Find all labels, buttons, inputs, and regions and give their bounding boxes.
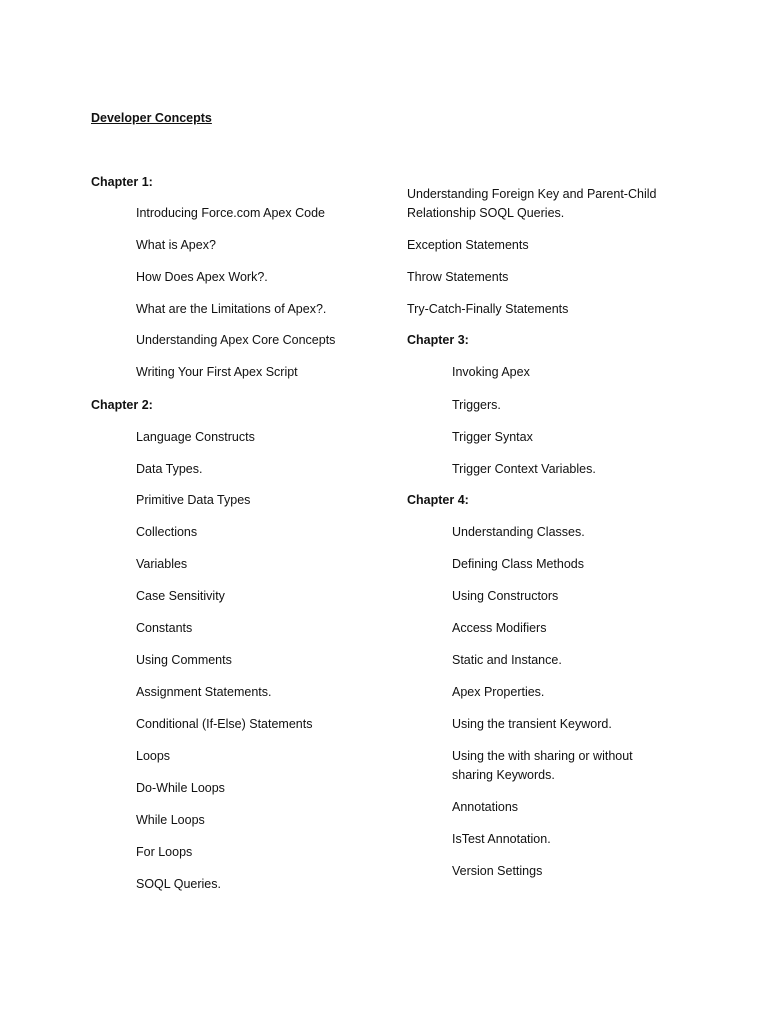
- list-item: Writing Your First Apex Script: [136, 365, 298, 379]
- chapter-2-heading: Chapter 2:: [91, 398, 153, 412]
- list-item: sharing Keywords.: [452, 768, 555, 782]
- list-item: Try-Catch-Finally Statements: [407, 302, 569, 316]
- list-item: Throw Statements: [407, 270, 509, 284]
- list-item: Variables: [136, 557, 188, 571]
- list-item: Static and Instance.: [452, 653, 562, 667]
- list-item: IsTest Annotation.: [452, 832, 551, 846]
- list-item: Introducing Force.com Apex Code: [136, 206, 325, 220]
- list-item: Exception Statements: [407, 238, 529, 252]
- list-item: Assignment Statements.: [136, 685, 272, 699]
- list-item: How Does Apex Work?.: [136, 270, 268, 284]
- list-item: Apex Properties.: [452, 685, 545, 699]
- list-item: Understanding Classes.: [452, 525, 585, 539]
- list-item: Access Modifiers: [452, 621, 547, 635]
- list-item: What are the Limitations of Apex?.: [136, 302, 327, 316]
- list-item: Trigger Syntax: [452, 430, 533, 444]
- list-item: Version Settings: [452, 864, 543, 878]
- list-item: Data Types.: [136, 462, 203, 476]
- list-item: Trigger Context Variables.: [452, 462, 596, 476]
- list-item: Using Comments: [136, 653, 232, 667]
- list-item: Relationship SOQL Queries.: [407, 206, 565, 220]
- list-item: Triggers.: [452, 398, 501, 412]
- list-item: Loops: [136, 749, 171, 763]
- document-title: Developer Concepts: [91, 111, 212, 125]
- list-item: Language Constructs: [136, 430, 255, 444]
- list-item: Constants: [136, 621, 193, 635]
- chapter-4-heading: Chapter 4:: [407, 493, 469, 507]
- chapter-3-heading: Chapter 3:: [407, 333, 469, 347]
- list-item: Do-While Loops: [136, 781, 225, 795]
- list-item: Collections: [136, 525, 198, 539]
- list-item: Invoking Apex: [452, 365, 530, 379]
- list-item: Primitive Data Types: [136, 493, 251, 507]
- list-item: Case Sensitivity: [136, 589, 225, 603]
- list-item: What is Apex?: [136, 238, 216, 252]
- list-item: Annotations: [452, 800, 519, 814]
- list-item: While Loops: [136, 813, 205, 827]
- list-item: For Loops: [136, 845, 193, 859]
- list-item: Conditional (If-Else) Statements: [136, 717, 313, 731]
- list-item: Understanding Foreign Key and Parent-Child: [407, 187, 657, 201]
- list-item: SOQL Queries.: [136, 877, 221, 891]
- list-item: Using the transient Keyword.: [452, 717, 612, 731]
- chapter-1-heading: Chapter 1:: [91, 175, 153, 189]
- list-item: Using Constructors: [452, 589, 559, 603]
- list-item: Understanding Apex Core Concepts: [136, 333, 336, 347]
- list-item: Defining Class Methods: [452, 557, 585, 571]
- list-item: Using the with sharing or without: [452, 749, 633, 763]
